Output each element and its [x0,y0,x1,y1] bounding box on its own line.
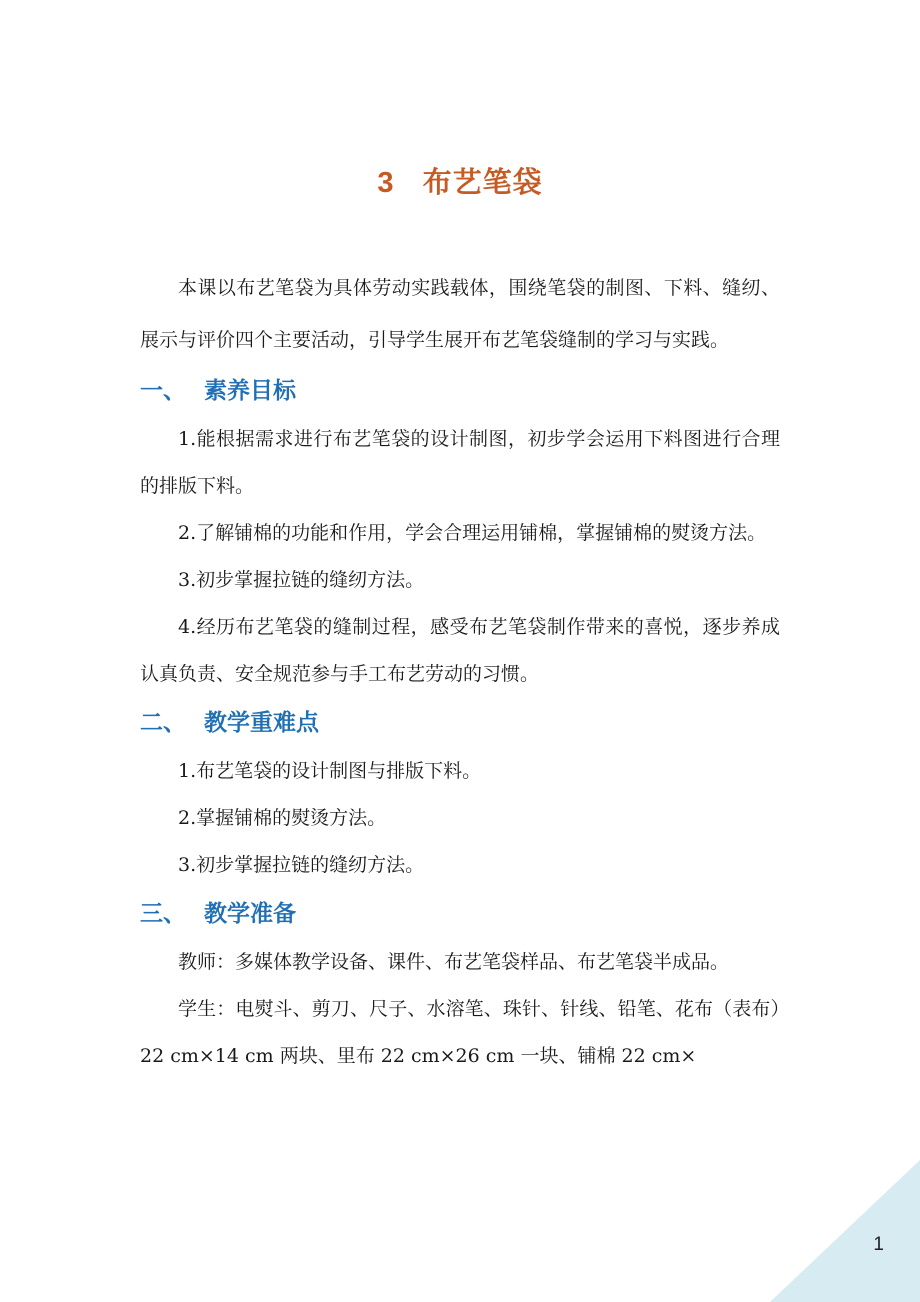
lesson-title [0,160,920,201]
lesson-number: 3 [377,167,395,199]
lesson-title-text: 布艺笔袋 [422,165,543,199]
page-number: 1 [873,1234,884,1255]
section-heading-key-points [140,698,780,748]
document-body [140,262,780,1080]
intro-paragraph: 本课以布艺笔袋为具体劳动实践载体，围绕笔袋的制图、下料、缝纫、展示与评价四个主要活动，引导学生展开布艺笔袋缝制的学习与实践。 [140,277,780,351]
key-point-item: 3.初步掌握拉链的缝纫方法。 [178,854,425,876]
section-title: 素养目标 [204,378,296,404]
key-point-item: 2.掌握铺棉的熨烫方法。 [178,807,387,829]
goal-item: 1.能根据需求进行布艺笔袋的设计制图，初步学会运用下料图进行合理的排版下料。 [140,428,780,497]
goal-item: 3.初步掌握拉链的缝纫方法。 [178,569,425,591]
section-index: 二、 [140,710,186,736]
goal-item: 4.经历布艺笔袋的缝制过程，感受布艺笔袋制作带来的喜悦，逐步养成认真负责、安全规范参与手工布艺劳动的习惯。 [140,616,780,685]
section-heading-goals [140,366,780,416]
preparation-student: 学生：电熨斗、剪刀、尺子、水溶笔、珠针、针线、铅笔、花布（表布）22 cm×14 cm 两块、里布 22 cm×26 cm 一块、铺棉 22 cm× [140,998,780,1067]
corner-decoration [770,1160,920,1302]
section-title: 教学重难点 [204,710,319,736]
key-point-item: 1.布艺笔袋的设计制图与排版下料。 [178,760,482,782]
section-index: 一、 [140,378,186,404]
goal-item: 2.了解铺棉的功能和作用，学会合理运用铺棉，掌握铺棉的熨烫方法。 [178,522,767,544]
section-index: 三、 [140,901,186,927]
section-title: 教学准备 [204,901,296,927]
section-heading-preparation [140,889,780,939]
preparation-teacher: 教师：多媒体教学设备、课件、布艺笔袋样品、布艺笔袋半成品。 [178,951,730,973]
